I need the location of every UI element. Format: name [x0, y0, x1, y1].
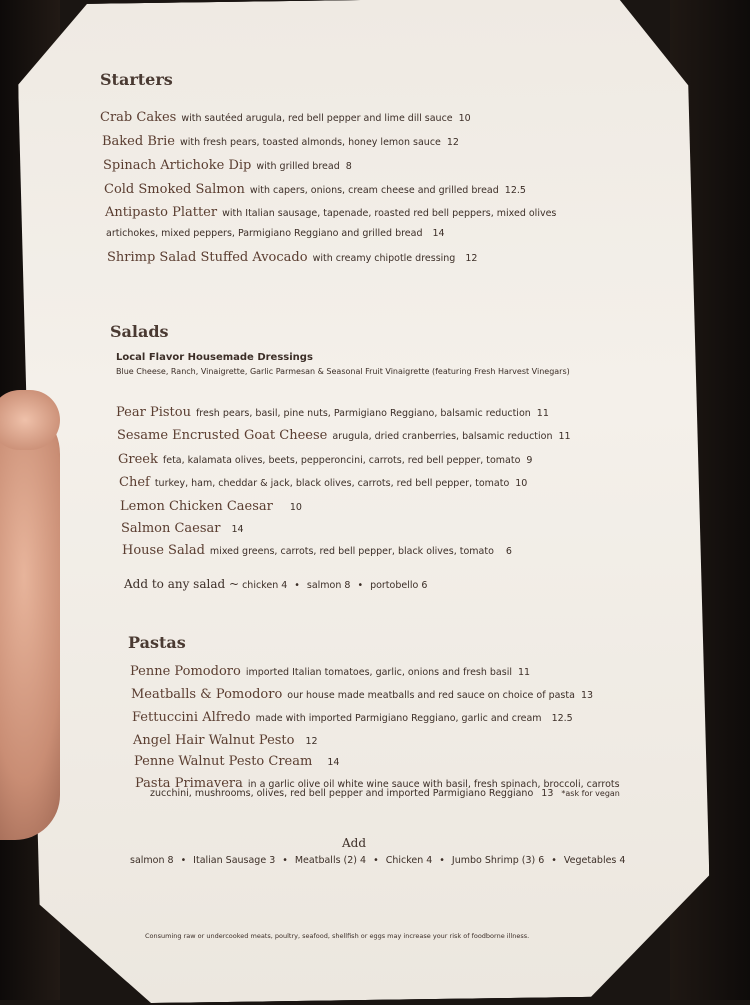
item-price: 6 [505, 546, 512, 557]
addon-item: portobello 6 [370, 580, 428, 591]
item-price: 14 [327, 757, 340, 768]
salads-title: Salads [110, 322, 169, 341]
item-name: Cold Smoked Salmon [104, 182, 245, 197]
holding-hand [0, 400, 60, 840]
item-desc: mixed greens, carrots, red bell pepper, black olives, tomato [209, 546, 494, 557]
item-name: Fettuccini Alfredo [132, 710, 251, 725]
item-price: 12 [446, 137, 459, 148]
item-desc: with capers, onions, cream cheese and grilled bread [249, 185, 499, 196]
thumb [0, 390, 60, 450]
foodborne-disclaimer: Consuming raw or undercooked meats, poultry, seafood, shellfish or eggs may increase your risk of foodborne illness. [145, 932, 530, 940]
addon-item: Jumbo Shrimp (3) 6 [451, 855, 545, 866]
item-price: 10 [458, 113, 471, 124]
item-price: 12 [465, 253, 478, 264]
item-name: Angel Hair Walnut Pesto [133, 733, 295, 748]
item-price: 11 [536, 408, 549, 419]
item-desc: with sautéed arugula, red bell pepper and lime dill sauce [181, 113, 453, 124]
item-name: Greek [118, 452, 158, 467]
item-name: Baked Brie [102, 134, 175, 149]
item-desc: turkey, ham, cheddar & jack, black olives, carrots, red bell pepper, tomato [154, 478, 510, 489]
pasta-item [133, 733, 318, 748]
pasta-item [132, 710, 573, 725]
addon-label: Add to any salad ~ [124, 577, 240, 591]
addon-item: Chicken 4 [385, 855, 433, 866]
item-price: 12.5 [504, 185, 526, 196]
salad-item [121, 521, 244, 536]
salad-item [117, 428, 571, 443]
item-name: Shrimp Salad Stuffed Avocado [107, 250, 308, 265]
salad-item [122, 543, 512, 558]
starter-item [105, 205, 556, 220]
starter-item [103, 158, 352, 173]
starter-item [102, 134, 459, 149]
item-desc: in a garlic olive oil white wine sauce with basil, fresh spinach, broccoli, carrots [247, 779, 620, 790]
dressings-list: Blue Cheese, Ranch, Vinaigrette, Garlic Parmesan & Seasonal Fruit Vinaigrette (featuring Fresh Harvest Vinegars) [116, 367, 570, 376]
salad-item [119, 475, 527, 490]
item-price: 13 [541, 788, 554, 799]
item-name: House Salad [122, 543, 205, 558]
item-desc: zucchini, mushrooms, olives, red bell pepper and imported Parmigiano Reggiano [150, 788, 534, 799]
item-price: 11 [558, 431, 571, 442]
pasta-item [131, 687, 593, 702]
item-name: Salmon Caesar [121, 521, 221, 536]
pasta-addons: salmon 8 • Italian Sausage 3 • Meatballs (2) 4 • Chicken 4 • Jumbo Shrimp (3) 6 • Vegetables 4 [130, 855, 626, 866]
item-price: 10 [515, 478, 528, 489]
item-name: Pasta Primavera [135, 776, 243, 791]
pasta-item [134, 754, 339, 769]
item-price: 13 [580, 690, 594, 701]
salad-item [118, 452, 532, 467]
item-desc: imported Italian tomatoes, garlic, onions and fresh basil [245, 667, 512, 678]
item-desc: feta, kalamata olives, beets, pepperoncini, carrots, red bell pepper, tomato [162, 455, 521, 466]
item-name: Spinach Artichoke Dip [103, 158, 252, 173]
dressings-heading: Local Flavor Housemade Dressings [116, 352, 313, 363]
item-name: Penne Walnut Pesto Cream [134, 754, 313, 769]
pasta-add-label: Add [342, 836, 367, 850]
addon-item: chicken 4 [242, 580, 288, 591]
pasta-item [130, 664, 530, 679]
addon-item: Vegetables 4 [563, 855, 626, 866]
item-price: 9 [526, 455, 533, 466]
item-name: Pear Pistou [116, 405, 191, 420]
starter-item [100, 110, 471, 125]
item-name: Lemon Chicken Caesar [120, 499, 273, 514]
starter-item [104, 182, 526, 197]
item-price: 12.5 [551, 713, 573, 724]
item-name: Crab Cakes [100, 110, 177, 125]
item-desc: made with imported Parmigiano Reggiano, garlic and cream [255, 713, 542, 724]
salad-item [116, 405, 549, 420]
vegan-note: *ask for vegan [561, 789, 620, 798]
salad-item [120, 499, 302, 514]
addon-item: Italian Sausage 3 [193, 855, 276, 866]
addon-item: salmon 8 [130, 855, 174, 866]
item-price: 14 [231, 524, 244, 535]
item-desc: fresh pears, basil, pine nuts, Parmigiano Reggiano, balsamic reduction [195, 408, 531, 419]
salad-addons: Add to any salad ~ chicken 4 • salmon 8 • portobello 6 [124, 577, 428, 591]
item-desc: with fresh pears, toasted almonds, honey lemon sauce [179, 137, 441, 148]
starter-item [107, 250, 477, 265]
pasta-item-continued [150, 788, 620, 799]
item-desc: with grilled bread [256, 161, 340, 172]
item-name: Meatballs & Pomodoro [131, 687, 283, 702]
item-desc: arugula, dried cranberries, balsamic reduction [332, 431, 553, 442]
item-price: 14 [432, 228, 445, 239]
item-price: 12 [305, 736, 318, 747]
item-desc: with creamy chipotle dressing [312, 253, 456, 264]
addon-item: salmon 8 [306, 580, 351, 591]
item-price: 10 [289, 502, 302, 513]
item-name: Antipasto Platter [105, 205, 218, 220]
addon-item: Meatballs (2) 4 [294, 855, 367, 866]
item-name: Sesame Encrusted Goat Cheese [117, 428, 328, 443]
item-name: Penne Pomodoro [130, 664, 241, 679]
item-desc: with Italian sausage, tapenade, roasted red bell peppers, mixed olives [222, 208, 557, 219]
item-name: Chef [119, 475, 150, 490]
item-price: 11 [518, 667, 531, 678]
item-price: 8 [345, 161, 352, 172]
pastas-title: Pastas [128, 633, 186, 652]
item-desc: artichokes, mixed peppers, Parmigiano Reggiano and grilled bread [106, 228, 423, 239]
starters-title: Starters [100, 70, 173, 89]
starter-item-continued [106, 228, 445, 239]
item-desc: our house made meatballs and red sauce on choice of pasta [287, 690, 575, 701]
